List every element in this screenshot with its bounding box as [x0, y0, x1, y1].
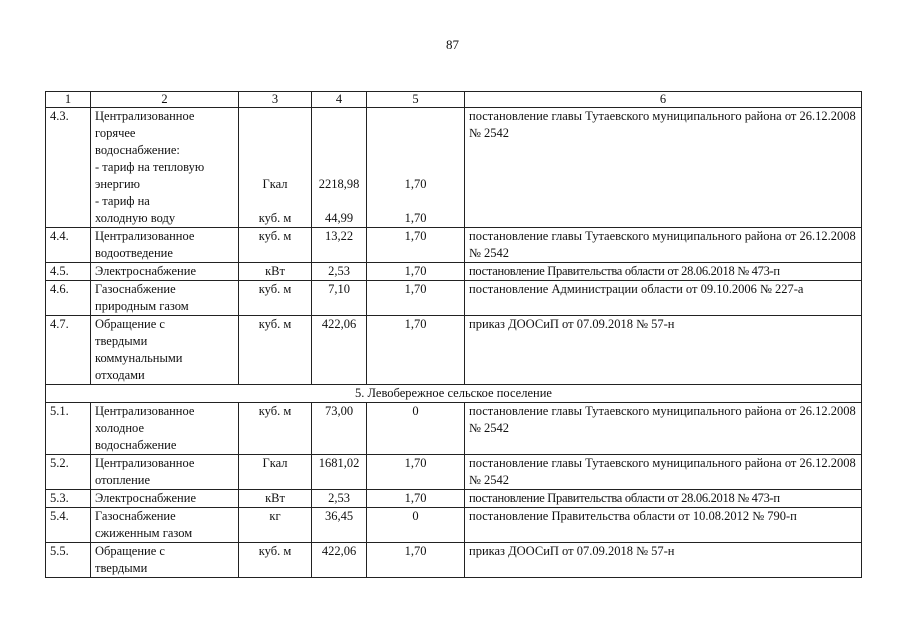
value: 422,06 — [312, 316, 367, 385]
header-cell-2: 2 — [91, 92, 239, 108]
value: 2,53 — [312, 490, 367, 508]
unit: Гкал — [262, 177, 288, 191]
row-number: 4.7. — [46, 316, 91, 385]
coefficient: 1,70 — [367, 228, 465, 263]
unit: куб. м — [258, 211, 292, 225]
table-row — [46, 281, 862, 316]
unit: Гкал — [239, 455, 312, 490]
legal-basis: постановление главы Тутаевского муниципального района от 26.12.2008 № 2542 — [465, 108, 862, 228]
header-cell-5: 5 — [367, 92, 465, 108]
value: 36,45 — [312, 508, 367, 543]
coefficient: 0 — [367, 403, 465, 455]
row-number: 5.1. — [46, 403, 91, 455]
legal-basis: постановление главы Тутаевского муниципального района от 26.12.2008 № 2542 — [465, 403, 862, 455]
coefficient: 1,70 — [367, 455, 465, 490]
table-row — [46, 263, 862, 281]
coefficient: 1,70 — [404, 177, 427, 191]
table-row — [46, 490, 862, 508]
row-number: 4.4. — [46, 228, 91, 263]
row-number: 5.3. — [46, 490, 91, 508]
service-name: Обращение с твердыми — [91, 543, 239, 578]
service-name: Газоснабжение природным газом — [91, 281, 239, 316]
table-row — [46, 543, 862, 578]
coefficient: 0 — [367, 508, 465, 543]
header-cell-3: 3 — [239, 92, 312, 108]
service-name-line: - тариф на — [95, 194, 150, 208]
unit: кВт — [239, 263, 312, 281]
row-number: 5.2. — [46, 455, 91, 490]
row-number: 4.6. — [46, 281, 91, 316]
coefficient: 1,70 — [367, 543, 465, 578]
unit: кВт — [239, 490, 312, 508]
table-row — [46, 108, 862, 228]
coefficient: 1,70 — [367, 281, 465, 316]
service-name: Централизованное водоотведение — [91, 228, 239, 263]
header-cell-6: 6 — [465, 92, 862, 108]
value: 44,99 — [324, 211, 354, 225]
header-row — [46, 92, 862, 108]
unit: куб. м — [239, 228, 312, 263]
table-row — [46, 403, 862, 455]
service-name-line: водоснабжение: — [95, 143, 180, 157]
legal-basis: постановление Правительства области от 28.06.2018 № 473-п — [465, 263, 862, 281]
service-name: Электроснабжение — [91, 263, 239, 281]
service-name: Централизованное холодное водоснабжение — [91, 403, 239, 455]
value: 13,22 — [312, 228, 367, 263]
coefficient: 1,70 — [404, 211, 427, 225]
row-number: 4.3. — [46, 108, 91, 228]
row-number: 5.4. — [46, 508, 91, 543]
table-row — [46, 455, 862, 490]
service-name: Газоснабжение сжиженным газом — [91, 508, 239, 543]
value: 422,06 — [312, 543, 367, 578]
legal-basis: постановление Правительства области от 10.08.2012 № 790-п — [465, 508, 862, 543]
legal-basis: приказ ДООСиП от 07.09.2018 № 57-н — [465, 543, 862, 578]
legal-basis: постановление Администрации области от 09.10.2006 № 227-а — [465, 281, 862, 316]
value: 1681,02 — [312, 455, 367, 490]
table-row — [46, 508, 862, 543]
tariff-table — [45, 91, 862, 578]
header-cell-1: 1 — [46, 92, 91, 108]
unit: куб. м — [239, 543, 312, 578]
value: 73,00 — [312, 403, 367, 455]
table-row — [46, 316, 862, 385]
value: 7,10 — [312, 281, 367, 316]
table-row — [46, 228, 862, 263]
service-name-line: - тариф на тепловую — [95, 160, 205, 174]
section-row — [46, 385, 862, 403]
row-number: 4.5. — [46, 263, 91, 281]
coefficient: 1,70 — [367, 263, 465, 281]
legal-basis: постановление главы Тутаевского муниципального района от 26.12.2008 № 2542 — [465, 228, 862, 263]
header-cell-4: 4 — [312, 92, 367, 108]
service-name-line: энергию — [95, 177, 141, 191]
coefficient-cell — [367, 108, 465, 228]
unit: куб. м — [239, 281, 312, 316]
coefficient: 1,70 — [367, 490, 465, 508]
value-cell — [312, 108, 367, 228]
service-name: Электроснабжение — [91, 490, 239, 508]
service-name-line: холодную воду — [95, 211, 176, 225]
legal-basis: приказ ДООСиП от 07.09.2018 № 57-н — [465, 316, 862, 385]
unit: куб. м — [239, 403, 312, 455]
service-name — [91, 108, 239, 228]
value: 2,53 — [312, 263, 367, 281]
service-name-line: горячее — [95, 126, 136, 140]
coefficient: 1,70 — [367, 316, 465, 385]
section-title: 5. Левобережное сельское поселение — [46, 385, 862, 403]
unit: кг — [239, 508, 312, 543]
service-name-line: Централизованное — [95, 109, 195, 123]
value: 2218,98 — [318, 177, 360, 191]
unit-cell — [239, 108, 312, 228]
row-number: 5.5. — [46, 543, 91, 578]
page-number: 87 — [446, 37, 459, 52]
unit: куб. м — [239, 316, 312, 385]
legal-basis: постановление главы Тутаевского муниципального района от 26.12.2008 № 2542 — [465, 455, 862, 490]
service-name: Централизованное отопление — [91, 455, 239, 490]
service-name: Обращение с твердыми коммунальными отходами — [91, 316, 239, 385]
legal-basis: постановление Правительства области от 28.06.2018 № 473-п — [465, 490, 862, 508]
